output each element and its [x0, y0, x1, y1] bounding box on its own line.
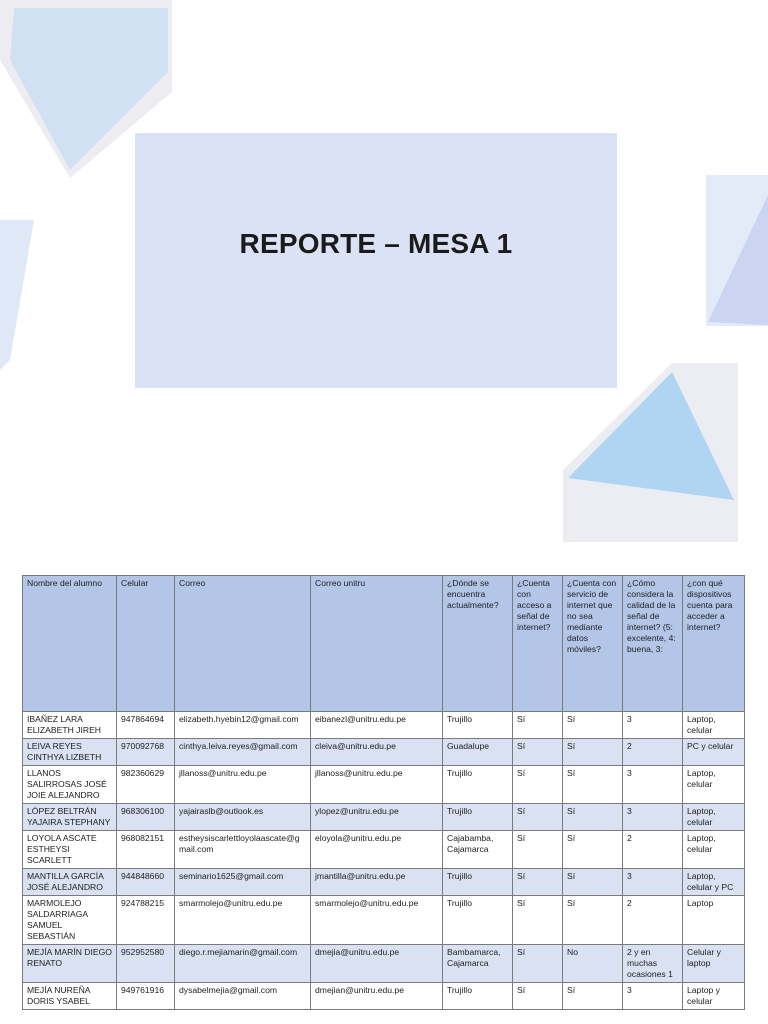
cell-acceso: Sí [513, 896, 563, 945]
cell-acceso: Sí [513, 983, 563, 1010]
cell-celular: 968306100 [117, 804, 175, 831]
cell-celular: 970092768 [117, 739, 175, 766]
table-row [23, 896, 745, 945]
cell-dispositivos: Laptop y celular [683, 983, 745, 1010]
cell-dispositivos: Laptop, celular [683, 804, 745, 831]
cell-correo: dysabelmejia@gmail.com [175, 983, 311, 1010]
header-correo-unitru: Correo unitru [311, 576, 443, 712]
table-row [23, 831, 745, 869]
cell-acceso: Sí [513, 739, 563, 766]
table-row [23, 983, 745, 1010]
cell-nombre: MEJÍA NUREÑA DORIS YSABEL [23, 983, 117, 1010]
cell-ubicacion: Trujillo [443, 869, 513, 896]
cell-servicio: Sí [563, 712, 623, 739]
cell-correo: elizabeth.hyebin12@gmail.com [175, 712, 311, 739]
cell-ubicacion: Trujillo [443, 804, 513, 831]
cell-correo-unitru: eloyola@unitru.edu.pe [311, 831, 443, 869]
cell-acceso: Sí [513, 831, 563, 869]
cell-calidad: 3 [623, 869, 683, 896]
cell-correo-unitru: jllanoss@unitru.edu.pe [311, 766, 443, 804]
header-ubicacion: ¿Dónde se encuentra actualmente? [443, 576, 513, 712]
cell-correo: yajairaslb@outlook.es [175, 804, 311, 831]
cell-ubicacion: Trujillo [443, 896, 513, 945]
cell-ubicacion: Cajabamba, Cajamarca [443, 831, 513, 869]
header-dispositivos: ¿con qué dispositivos cuenta para acceder a internet? [683, 576, 745, 712]
cell-nombre: LOYOLA ASCATE ESTHEYSI SCARLETT [23, 831, 117, 869]
page-title: REPORTE – MESA 1 [239, 228, 513, 259]
cell-nombre: MARMOLEJO SALDARRIAGA SAMUEL SEBASTIÁN [23, 896, 117, 945]
cell-calidad: 2 [623, 831, 683, 869]
table-row [23, 766, 745, 804]
table-row [23, 739, 745, 766]
header-servicio-internet: ¿Cuenta con servicio de internet que no sea mediante datos móviles? [563, 576, 623, 712]
cell-servicio: Sí [563, 739, 623, 766]
cell-celular: 947864694 [117, 712, 175, 739]
cell-correo: seminario1625@gmail.com [175, 869, 311, 896]
cell-celular: 982360629 [117, 766, 175, 804]
header-nombre: Nombre del alumno [23, 576, 117, 712]
cell-ubicacion: Trujillo [443, 766, 513, 804]
header-acceso-internet: ¿Cuenta con acceso a señal de internet? [513, 576, 563, 712]
table-row [23, 804, 745, 831]
title-slide [135, 133, 617, 388]
cell-acceso: Sí [513, 945, 563, 983]
cell-servicio: Sí [563, 896, 623, 945]
cell-nombre: IBAÑEZ LARA ELIZABETH JIREH [23, 712, 117, 739]
cell-dispositivos: Laptop, celular [683, 766, 745, 804]
cell-dispositivos: Laptop, celular y PC [683, 869, 745, 896]
cell-calidad: 3 [623, 712, 683, 739]
cell-correo-unitru: ylopez@unitru.edu.pe [311, 804, 443, 831]
cell-servicio: No [563, 945, 623, 983]
cell-correo-unitru: cleiva@unitru.edu.pe [311, 739, 443, 766]
cell-calidad: 2 [623, 896, 683, 945]
cell-celular: 944848660 [117, 869, 175, 896]
cell-correo: diego.r.mejiamarin@gmail.com [175, 945, 311, 983]
cell-correo: cinthya.leiva.reyes@gmail.com [175, 739, 311, 766]
header-correo: Correo [175, 576, 311, 712]
cell-ubicacion: Trujillo [443, 983, 513, 1010]
cell-celular: 952952580 [117, 945, 175, 983]
cell-dispositivos: Laptop [683, 896, 745, 945]
cell-acceso: Sí [513, 712, 563, 739]
cell-servicio: Sí [563, 804, 623, 831]
cell-calidad: 2 [623, 739, 683, 766]
cell-calidad: 3 [623, 766, 683, 804]
cell-correo-unitru: dmejia@unitru.edu.pe [311, 945, 443, 983]
cell-acceso: Sí [513, 804, 563, 831]
cell-correo-unitru: jmantilla@unitru.edu.pe [311, 869, 443, 896]
cell-acceso: Sí [513, 869, 563, 896]
cell-nombre: LLANOS SALIRROSAS JOSÉ JOIE ALEJANDRO [23, 766, 117, 804]
cell-correo-unitru: smarmolejo@unitru.edu.pe [311, 896, 443, 945]
cell-servicio: Sí [563, 869, 623, 896]
table-row [23, 712, 745, 739]
cell-celular: 924788215 [117, 896, 175, 945]
cell-correo-unitru: dmejian@unitru.edu.pe [311, 983, 443, 1010]
cell-correo: smarmolejo@unitru.edu.pe [175, 896, 311, 945]
cell-dispositivos: Celular y laptop [683, 945, 745, 983]
cell-calidad: 3 [623, 983, 683, 1010]
header-calidad-senal: ¿Cómo considera la calidad de la señal de internet? (5: excelente, 4: buena, 3: [623, 576, 683, 712]
cell-celular: 968082151 [117, 831, 175, 869]
cell-celular: 949761916 [117, 983, 175, 1010]
cell-calidad: 2 y en muchas ocasiones 1 [623, 945, 683, 983]
cell-nombre: MANTILLA GARCÍA JOSÉ ALEJANDRO [23, 869, 117, 896]
cell-ubicacion: Bambamarca, Cajamarca [443, 945, 513, 983]
cell-servicio: Sí [563, 983, 623, 1010]
report-table [22, 575, 745, 1010]
cell-ubicacion: Trujillo [443, 712, 513, 739]
cell-nombre: LÓPEZ BELTRÁN YAJAIRA STEPHANY [23, 804, 117, 831]
cell-correo: estheysiscarlettloyolaascate@gmail.com [175, 831, 311, 869]
cell-calidad: 3 [623, 804, 683, 831]
cell-correo: jllanoss@unitru.edu.pe [175, 766, 311, 804]
table-header-row [23, 576, 745, 712]
cell-acceso: Sí [513, 766, 563, 804]
cell-dispositivos: PC y celular [683, 739, 745, 766]
cell-servicio: Sí [563, 831, 623, 869]
cell-dispositivos: Laptop, celular [683, 831, 745, 869]
header-celular: Celular [117, 576, 175, 712]
table-row [23, 945, 745, 983]
cell-nombre: LEIVA REYES CINTHYA LIZBETH [23, 739, 117, 766]
cell-ubicacion: Guadalupe [443, 739, 513, 766]
cell-correo-unitru: eibanezl@unitru.edu.pe [311, 712, 443, 739]
table-row [23, 869, 745, 896]
cell-nombre: MEJÍA MARÍN DIEGO RENATO [23, 945, 117, 983]
cell-servicio: Sí [563, 766, 623, 804]
cell-dispositivos: Laptop, celular [683, 712, 745, 739]
